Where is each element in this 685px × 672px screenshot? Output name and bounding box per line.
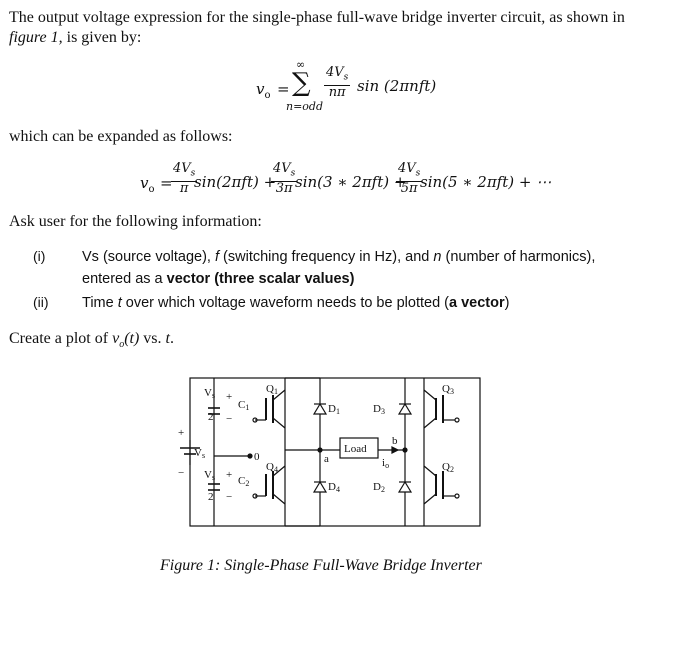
svg-text:Q4: Q4 [266,461,278,474]
eq1-equals: = [277,80,290,98]
svg-text:Vs: Vs [204,469,216,482]
svg-text:Q2: Q2 [442,461,454,474]
svg-text:D2: D2 [373,481,385,494]
eq1-sum-lower: n=odd [286,100,324,113]
list-item-1: Vs (source voltage), f (switching frequency in Hz), and n (number of harmonics), entered as a vector (three scalar values) [82,249,596,287]
expand-text: which can be expanded as follows: [9,128,233,145]
ask-text: Ask user for the following information: [9,213,262,230]
node-a [318,448,322,452]
svg-text:+: + [226,391,233,403]
svg-text:2: 2 [208,411,214,423]
eq1-lhs: $v_o$ [256,80,271,101]
svg-text:a: a [324,453,329,465]
eq2-lhs: $v_o$ [140,174,155,195]
node-b [403,448,407,452]
svg-text:−: − [226,491,233,503]
svg-text:io: io [382,457,390,470]
svg-text:+: + [178,427,185,439]
eq2-term2-fraction: $\frac{4V_s}{3\pi}$ [273,161,296,196]
intro-paragraph [9,8,679,48]
svg-text:Q1: Q1 [266,383,278,396]
svg-text:C2: C2 [238,475,250,488]
svg-text:+: + [226,469,233,481]
eq2-term3-sin: sin(5 ∗ 2πft) + ⋯ [420,173,552,191]
equation-expanded [140,162,560,198]
svg-text:D3: D3 [373,403,385,416]
svg-text:D4: D4 [328,481,340,494]
svg-text:Vs: Vs [204,387,216,400]
list-item-2: Time t over which voltage waveform needs to be plotted (a vector) [82,295,510,311]
eq2-term3-fraction: $\frac{4V_s}{5\pi}$ [398,161,421,196]
svg-text:Vs: Vs [194,447,206,460]
eq2-term2-sin: sin(3 ∗ 2πft) + [295,173,407,191]
eq2-equals: = [160,174,173,192]
intro-line-2: figure 1, is given by: [9,29,142,46]
node-zero [248,454,252,458]
svg-text:D1: D1 [328,403,340,416]
figure-caption: Figure 1: Single-Phase Full-Wave Bridge Inverter [160,557,482,574]
plot-instruction: Create a plot of $v_o(t)$ vs. t. [9,330,174,351]
svg-text:C1: C1 [238,399,250,412]
svg-text:Load: Load [344,443,367,455]
svg-text:b: b [392,435,398,447]
svg-text:0: 0 [254,451,260,463]
list-item-1-label: (i) [33,248,46,264]
eq2-term1-sin: sin(2πft) + [194,173,277,191]
eq1-sin-term: sin (2πnft) [357,77,437,95]
eq1-sum-upper: ∞ [296,58,306,71]
svg-text:−: − [226,413,233,425]
bridge-inverter-circuit [170,370,490,535]
sum-symbol: ∑ [292,68,311,98]
eq2-term1-fraction: $\frac{4V_s}{\pi}$ [173,161,196,196]
svg-text:Q3: Q3 [442,383,454,396]
intro-line-1: The output voltage expression for the single-phase full-wave bridge inverter circuit, as shown in [9,9,625,26]
figure-reference: figure 1, [9,29,63,46]
svg-text:−: − [178,467,185,479]
svg-text:2: 2 [208,491,214,503]
eq1-fraction: $\frac{4V_s}{n\pi}$ [326,65,349,100]
list-item-2-label: (ii) [33,294,49,310]
